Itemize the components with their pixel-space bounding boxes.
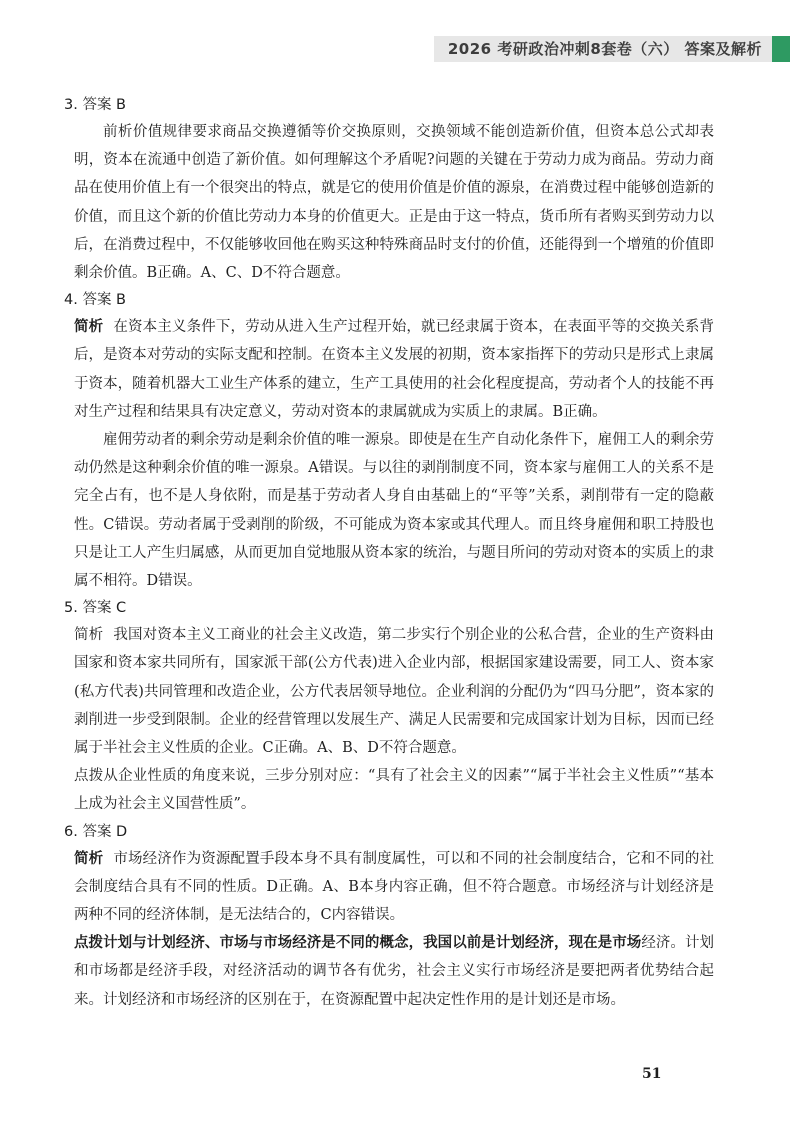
answer-4-explanation-2: 雇佣劳动者的剩余劳动是剩余价值的唯一源泉。即使是在生产自动化条件下，雇佣工人的剩余劳动仍然是这种剩余价值的唯一源泉。A错误。与以往的剥削制度不同，资本家与雇佣工人的关系不是完全占有，也不是人身依附，而是基于劳动者人身自由基础上的“平等”关系，剥削带有一定的隐蔽性。C错误。劳动者属于受剥削的阶级，不可能成为资本家或其代理人。而且终身雇佣和职工持股也只是让工人产生归属感，从而更加自觉地服从资本家的统治，与题目所问的劳动对资本的实质上的隶属不相符。D错误。 [74, 432, 714, 590]
answer-3-heading: 3. 答案 B [64, 97, 127, 113]
analysis-label: 简析 [74, 849, 104, 867]
page-number: 51 [642, 1066, 662, 1082]
header-accent-bar [772, 36, 790, 62]
answer-content [64, 92, 714, 1014]
answer-6-tip-text: 经济。计划和市场都是经济手段，对经济活动的调节各有优劣，社会主义实行市场经济是要把两者优势结合起来。计划经济和市场经济的区别在于，在资源配置中起决定性作用的是计划还是市场。 [74, 935, 714, 1008]
answer-6-explanation [74, 845, 714, 930]
answer-6-text: 市场经济作为资源配置手段本身不具有制度属性，可以和不同的社会制度结合，它和不同的社会制度结合具有不同的性质。D正确。A、B本身内容正确，但不符合题意。市场经济与计划经济是两种不同的经济体制，是无法结合的，C内容错误。 [74, 850, 714, 924]
analysis-label: 简析 [74, 627, 104, 644]
answer-3-explanation: 前析价值规律要求商品交换遵循等价交换原则，交换领域不能创造新价值，但资本总公式却表明，资本在流通中创造了新价值。如何理解这个矛盾呢?问题的关键在于劳动力成为商品。劳动力商品在使用价值上有一个很突出的特点，就是它的使用价值是价值的源泉，在消费过程中能够创造新的价值，而且这个新的价值比劳动力本身的价值更大。正是由于这一特点，货币所有者购买到劳动力以后，在消费过程中，不仅能够收回他在购买这种特殊商品时支付的价值，还能得到一个增殖的价值即剩余价值。B正确。A、C、D不符合题意。 [74, 124, 714, 282]
answer-4-explanation [74, 313, 714, 426]
analysis-label: 简析 [74, 318, 104, 336]
answer-6-tip-bold: 点拨计划与计划经济、市场与市场经济是不同的概念，我国以前是计划经济，现在是市场 [74, 934, 642, 952]
answer-4-heading: 4. 答案 B [64, 292, 127, 309]
answer-4-text: 在资本主义条件下，劳动从进入生产过程开始，就已经隶属于资本，在表面平等的交换关系背后，是资本对劳动的实际支配和控制。在资本主义发展的初期，资本家指挥下的劳动只是形式上隶属于资本，随着机器大工业生产体系的建立，生产工具使用的社会化程度提高，劳动者个人的技能不再对生产过程和结果具有决定意义，劳动对资本的隶属就成为实质上的隶属。B正确。 [74, 319, 714, 420]
answer-6-heading: 6. 答案 D [64, 823, 128, 840]
answer-5-tip: 点拨从企业性质的角度来说，三步分别对应：“具有了社会主义的因素”“属于半社会主义性质”“基本上成为社会主义国营性质”。 [74, 768, 714, 813]
page-header [434, 36, 790, 62]
answer-6-tip [74, 929, 714, 1014]
answer-5-explanation [74, 621, 714, 762]
header-title: 2026 考研政治冲刺8套卷（六） 答案及解析 [434, 36, 772, 62]
answer-5-text: 我国对资本主义工商业的社会主义改造，第二步实行个别企业的公私合营，企业的生产资料由国家和资本家共同所有，国家派干部(公方代表)进入企业内部，根据国家建设需要，同工人、资本家(私方代表)共同管理和改造企业，公方代表居领导地位。企业利润的分配仍为“四马分肥”，资本家的剥削进一步受到限制。企业的经营管理以发展生产、满足人民需要和完成国家计划为目标，因而已经属于半社会主义性质的企业。C正确。A、B、D不符合题意。 [74, 627, 714, 757]
answer-5-heading: 5. 答案 C [64, 600, 127, 617]
